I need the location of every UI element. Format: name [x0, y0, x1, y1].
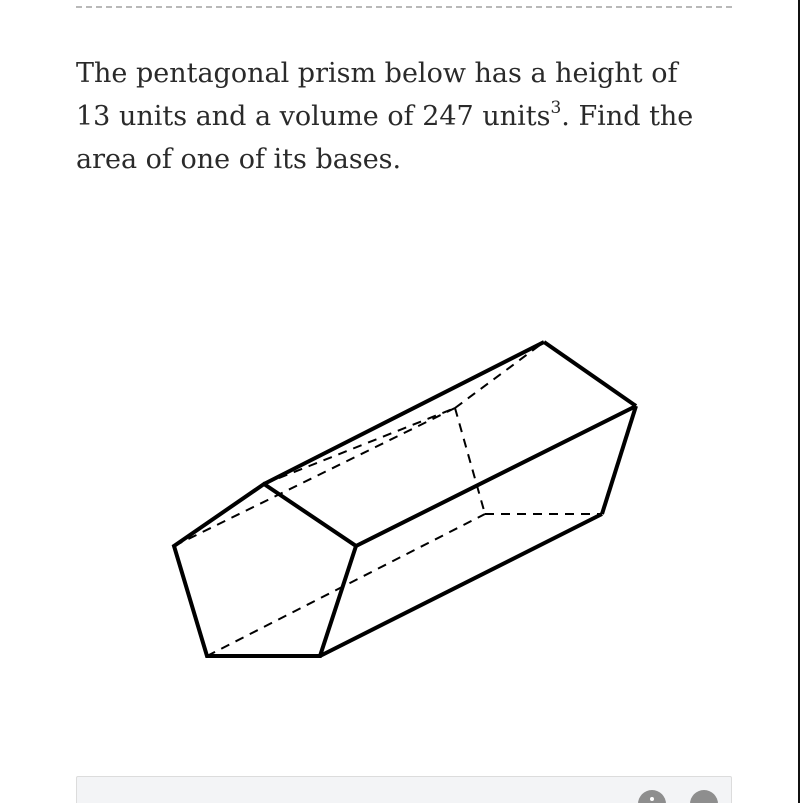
hidden-edge-front-mid — [264, 408, 455, 484]
hidden-edge-back-top — [455, 342, 544, 408]
lower-lateral-edge — [320, 514, 602, 656]
visible-edges — [174, 342, 636, 656]
front-pentagon-base — [174, 484, 356, 656]
question-text-end: . Find the area of one of its bases. — [76, 101, 694, 175]
hidden-edges — [174, 342, 602, 656]
hidden-edge-front-top-left — [174, 408, 455, 546]
volume-unit-exponent: 3 — [550, 98, 562, 118]
question-text-main: The pentagonal prism below has a height of 13 units and a volume of 247 units — [76, 58, 678, 132]
back-top-edge — [544, 342, 636, 406]
hidden-edge-back-vertical — [455, 408, 485, 514]
hidden-edge-bottom-lateral — [207, 514, 485, 656]
right-lateral-edge — [356, 406, 636, 546]
answer-input-area[interactable] — [76, 776, 732, 803]
top-lateral-edge — [264, 342, 544, 484]
